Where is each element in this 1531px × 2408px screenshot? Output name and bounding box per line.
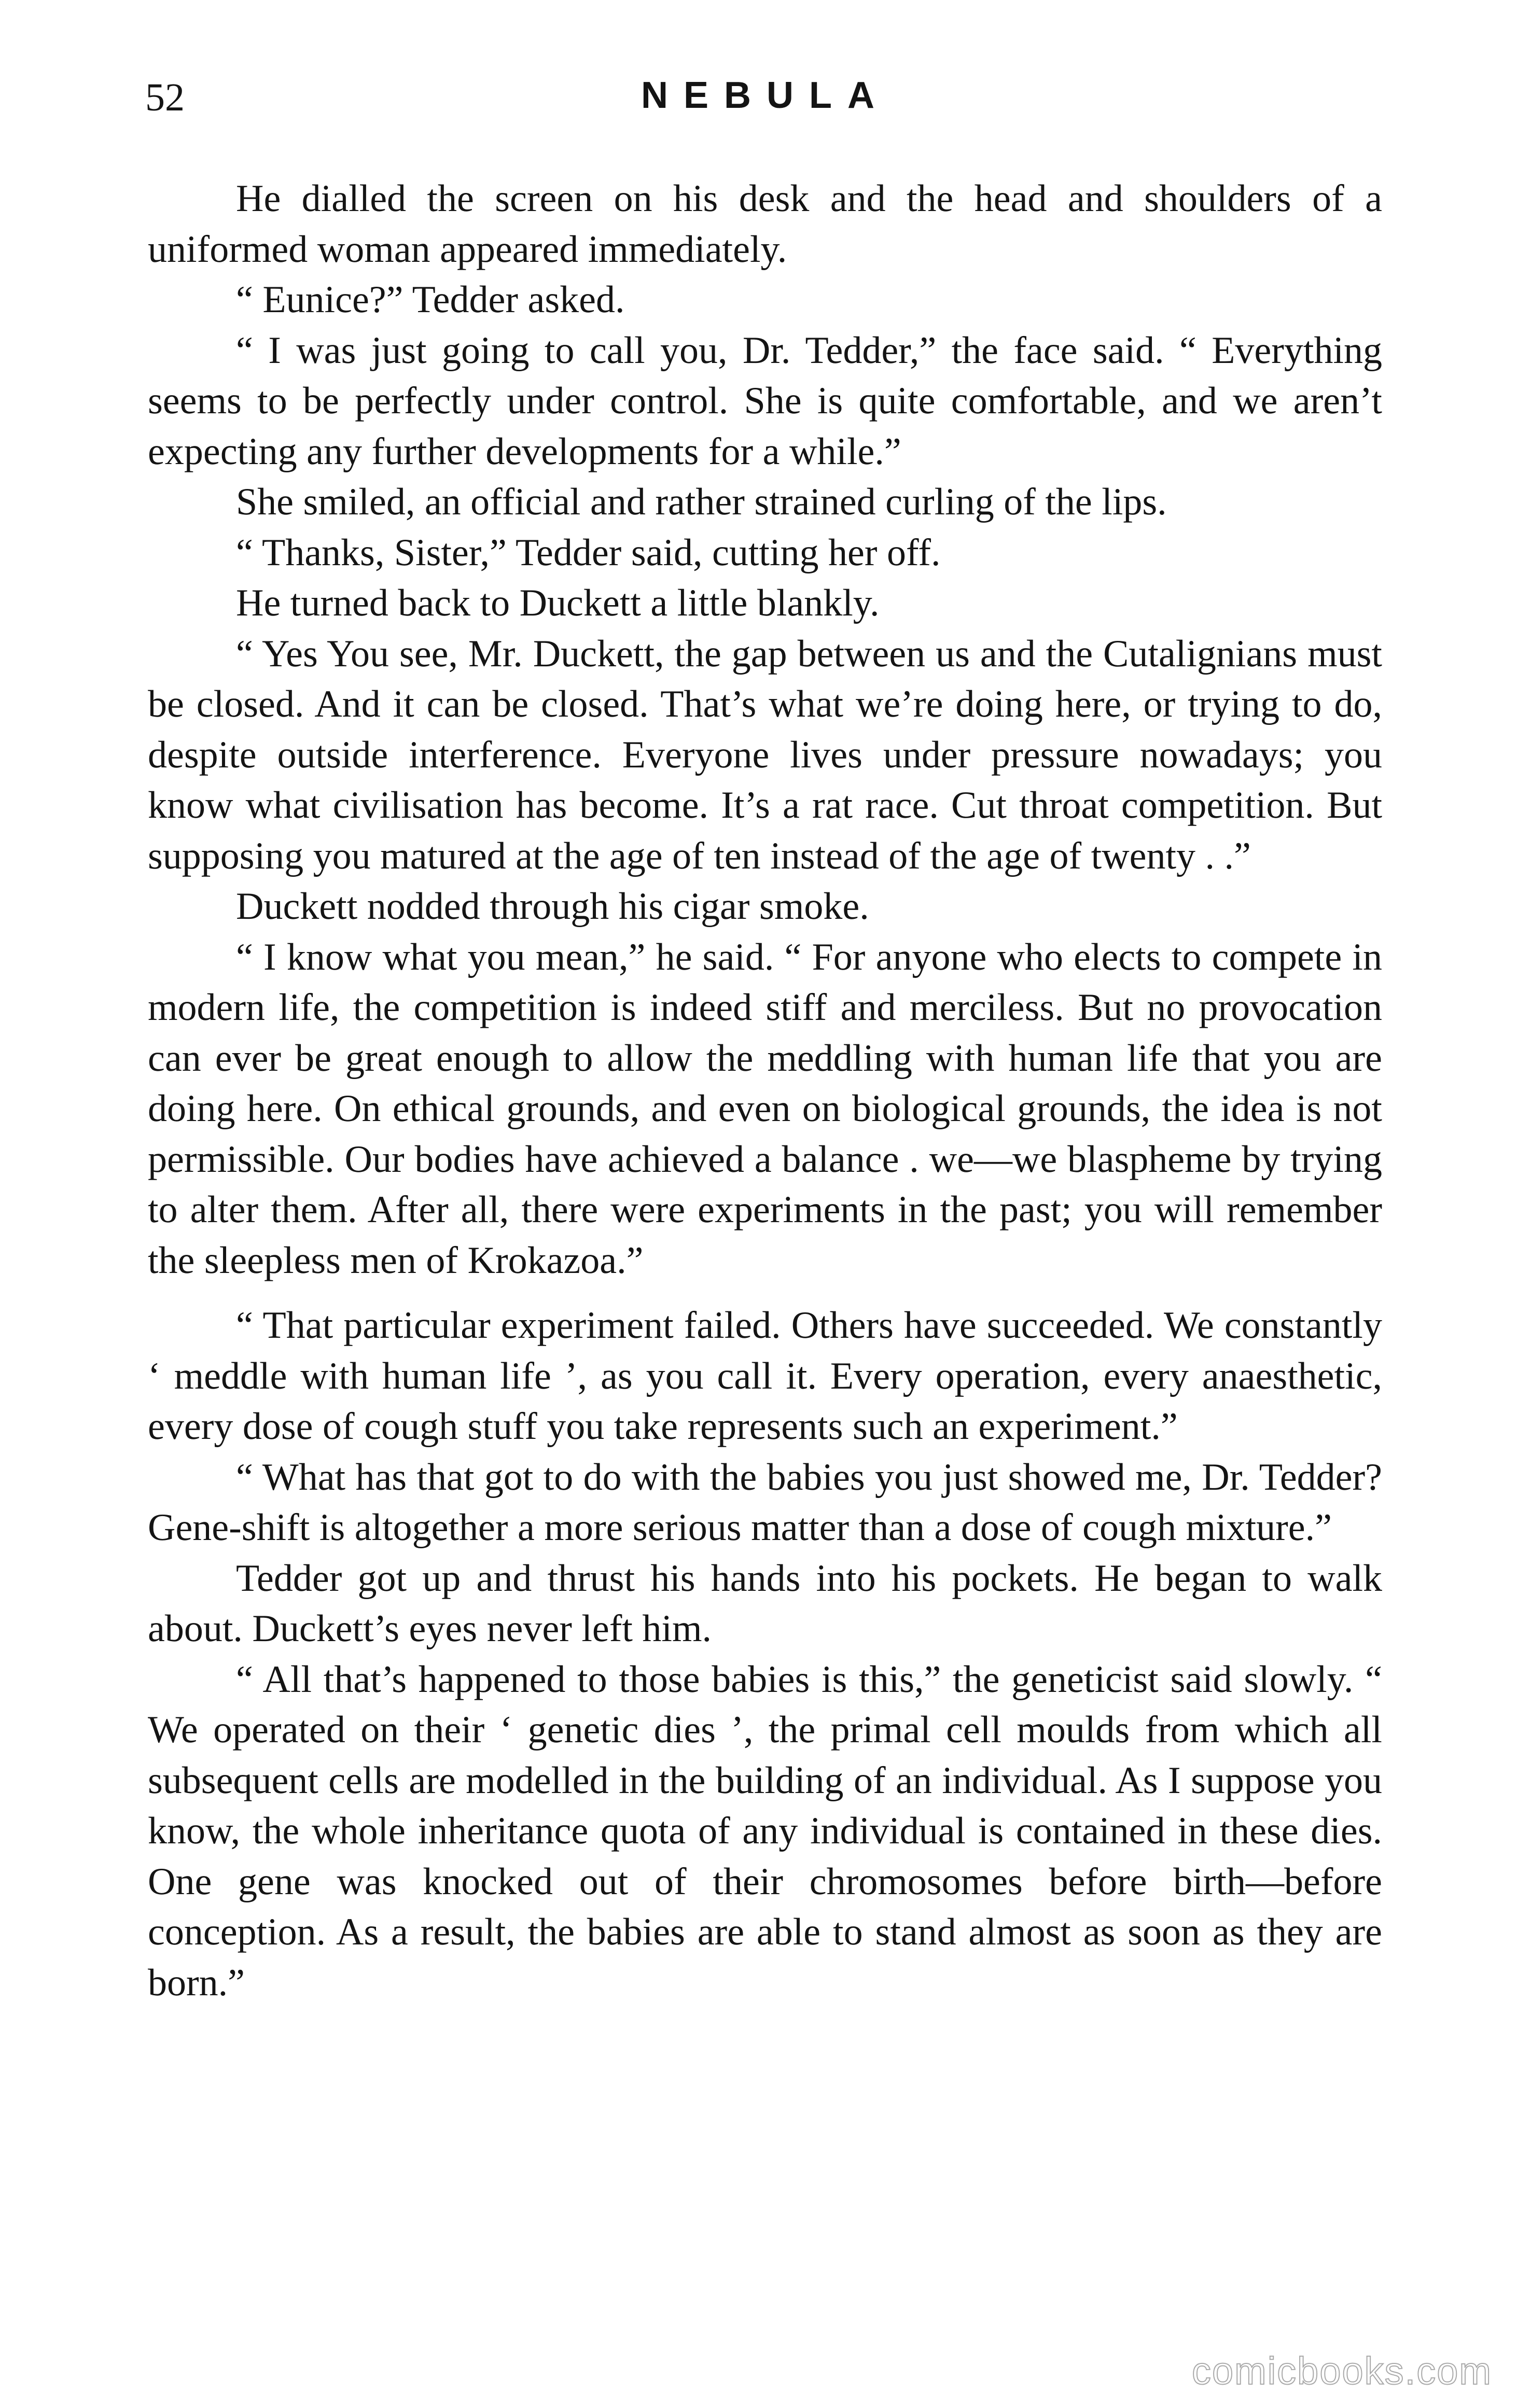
watermark: comicbooks.com <box>1191 2349 1492 2392</box>
page-number: 52 <box>145 76 185 119</box>
paragraph: “ I was just going to call you, Dr. Tedder,” the face said. “ Everything seems to be perfectly under control. She is quite comfortable, and we aren’t expecting any further developments for a while.” <box>148 329 1382 473</box>
paragraph: He dialled the screen on his desk and the head and shoulders of a uniformed woman appeared immediately. <box>148 177 1382 271</box>
paragraph: Duckett nodded through his cigar smoke. <box>236 885 869 928</box>
paragraph: “ Thanks, Sister,” Tedder said, cutting her off. <box>236 531 941 574</box>
body-text <box>148 174 1382 2008</box>
paragraph: “ That particular experiment failed. Others have succeeded. We constantly ‘ meddle with human life ’, as you call it. Every operation, every anaesthetic, every dose of cough stuff you take represents such an experiment.” <box>148 1304 1382 1448</box>
paragraph: “ What has that got to do with the babies you just showed me, Dr. Tedder? Gene-shift is altogether a more serious matter than a dose of cough mixture.” <box>148 1455 1382 1549</box>
paragraph: “ All that’s happened to those babies is this,” the geneticist said slowly. “ We operated on their ‘ genetic dies ’, the primal cell moulds from which all subsequent cells are modelled in the building of an individual. As I suppose you know, the whole inheritance quota of any individual is contained in these dies. One gene was knocked out of their chromosomes before birth—before conception. As a result, the babies are able to stand almost as soon as they are born.” <box>148 1658 1382 2004</box>
paragraph: He turned back to Duckett a little blankly. <box>236 582 880 624</box>
paragraph: “ Yes You see, Mr. Duckett, the gap between us and the Cutalignians must be closed. And it can be closed. That’s what we’re doing here, or trying to do, despite outside interference. Everyone lives under pressure nowadays; you know what civilisation has become. It’s a rat race. Cut throat competition. But supposing you matured at the age of ten instead of the age of twenty . .” <box>148 632 1382 877</box>
running-head: NEBULA <box>641 75 890 116</box>
paragraph: “ I know what you mean,” he said. “ For anyone who elects to compete in modern life, the competition is indeed stiff and merciless. But no provocation can ever be great enough to allow the meddling with human life that you are doing here. On ethical grounds, and even on biological grounds, the idea is not permissible. Our bodies have achieved a balance . we—we blaspheme by trying to alter them. After all, there were experiments in the past; you will remember the sleepless men of Krokazoa.” <box>148 935 1382 1282</box>
paragraph: She smiled, an official and rather strained curling of the lips. <box>236 481 1167 523</box>
paragraph: “ Eunice?” Tedder asked. <box>236 278 625 321</box>
paragraph: Tedder got up and thrust his hands into his pockets. He began to walk about. Duckett’s eyes never left him. <box>148 1557 1382 1650</box>
